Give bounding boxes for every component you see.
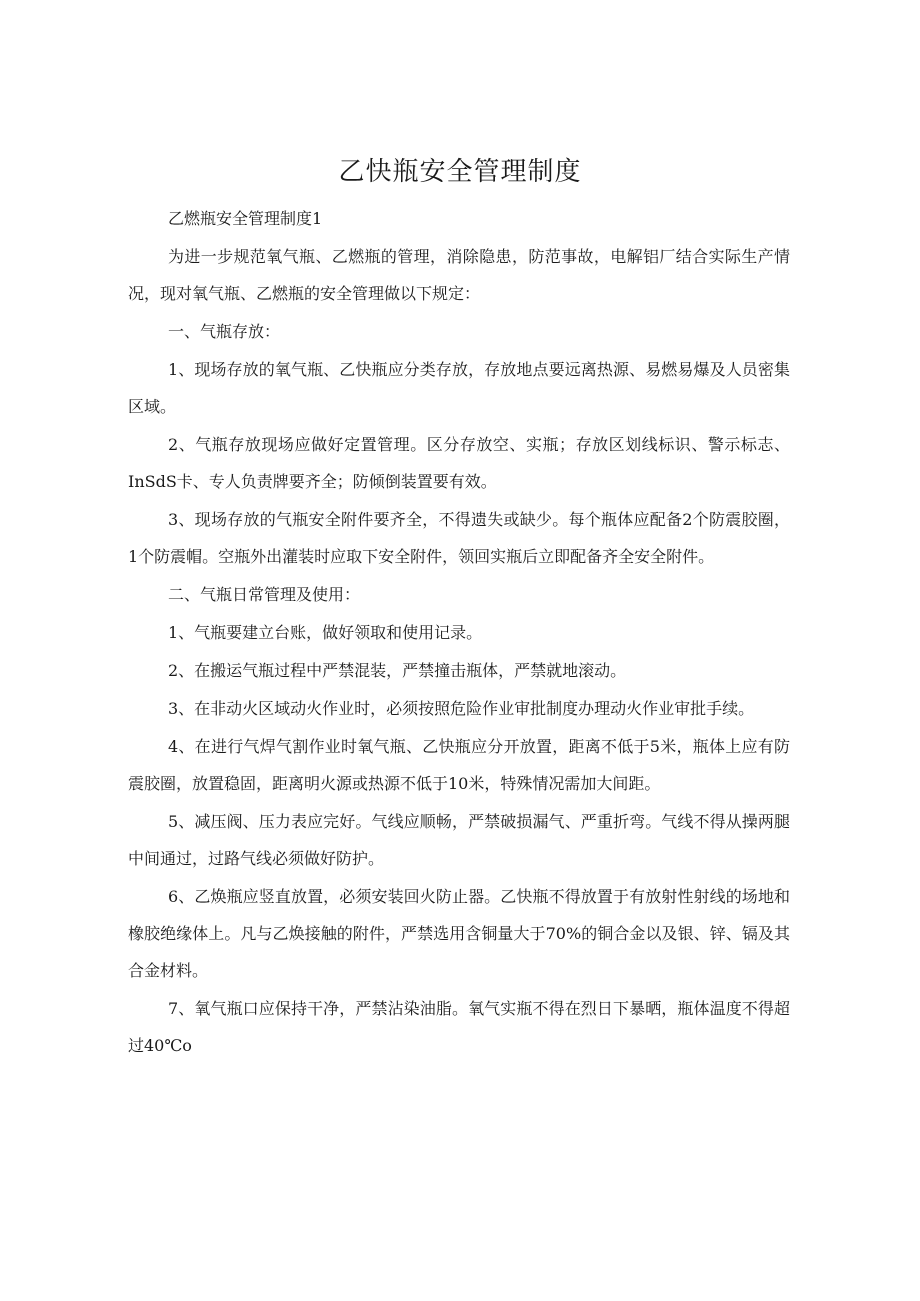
list-item: 1、气瓶要建立台账，做好领取和使用记录。 — [168, 623, 483, 642]
list-item: 6、乙焕瓶应竖直放置，必须安装回火防止器。乙快瓶不得放置于有放射性射线的场地和橡胶绝缘体上。凡与乙焕接触的附件，严禁选用含铜量大于70%的铜合金以及银、锌、镉及其合金材料。 — [128, 887, 790, 980]
section-heading-storage: 一、气瓶存放： — [168, 322, 281, 341]
document-subtitle: 乙燃瓶安全管理制度1 — [168, 209, 323, 228]
list-item: 3、在非动火区域动火作业时，必须按照危险作业审批制度办理动火作业审批手续。 — [168, 699, 755, 718]
intro-paragraph: 为进一步规范氧气瓶、乙燃瓶的管理，消除隐患，防范事故，电解铝厂结合实际生产情况，现对氧气瓶、乙燃瓶的安全管理做以下规定： — [128, 247, 790, 303]
section-heading-daily-use: 二、气瓶日常管理及使用： — [168, 585, 361, 604]
document-title: 乙快瓶安全管理制度 — [338, 157, 582, 187]
list-item: 2、气瓶存放现场应做好定置管理。区分存放空、实瓶；存放区划线标识、警示标志、InSdS卡、专人负责牌要齐全；防倾倒装置要有效。 — [128, 435, 790, 491]
list-item: 1、现场存放的氧气瓶、乙快瓶应分类存放，存放地点要远离热源、易燃易爆及人员密集区域。 — [128, 360, 790, 416]
document-body — [128, 200, 790, 1065]
list-item: 2、在搬运气瓶过程中严禁混装，严禁撞击瓶体，严禁就地滚动。 — [168, 661, 627, 680]
list-item: 5、减压阀、压力表应完好。气线应顺畅，严禁破损漏气、严重折弯。气线不得从操两腿中间通过，过路气线必须做好防护。 — [128, 812, 790, 868]
list-item: 7、氧气瓶口应保持干净，严禁沾染油脂。氧气实瓶不得在烈日下暴晒，瓶体温度不得超过40℃o — [128, 999, 790, 1055]
list-item: 4、在进行气焊气割作业时氧气瓶、乙快瓶应分开放置，距离不低于5米，瓶体上应有防震胶圈，放置稳固，距离明火源或热源不低于10米，特殊情况需加大间距。 — [128, 737, 790, 793]
list-item: 3、现场存放的气瓶安全附件要齐全，不得遗失或缺少。每个瓶体应配备2个防震胶圈，1个防震帽。空瓶外出灌装时应取下安全附件，领回实瓶后立即配备齐全安全附件。 — [128, 510, 790, 566]
